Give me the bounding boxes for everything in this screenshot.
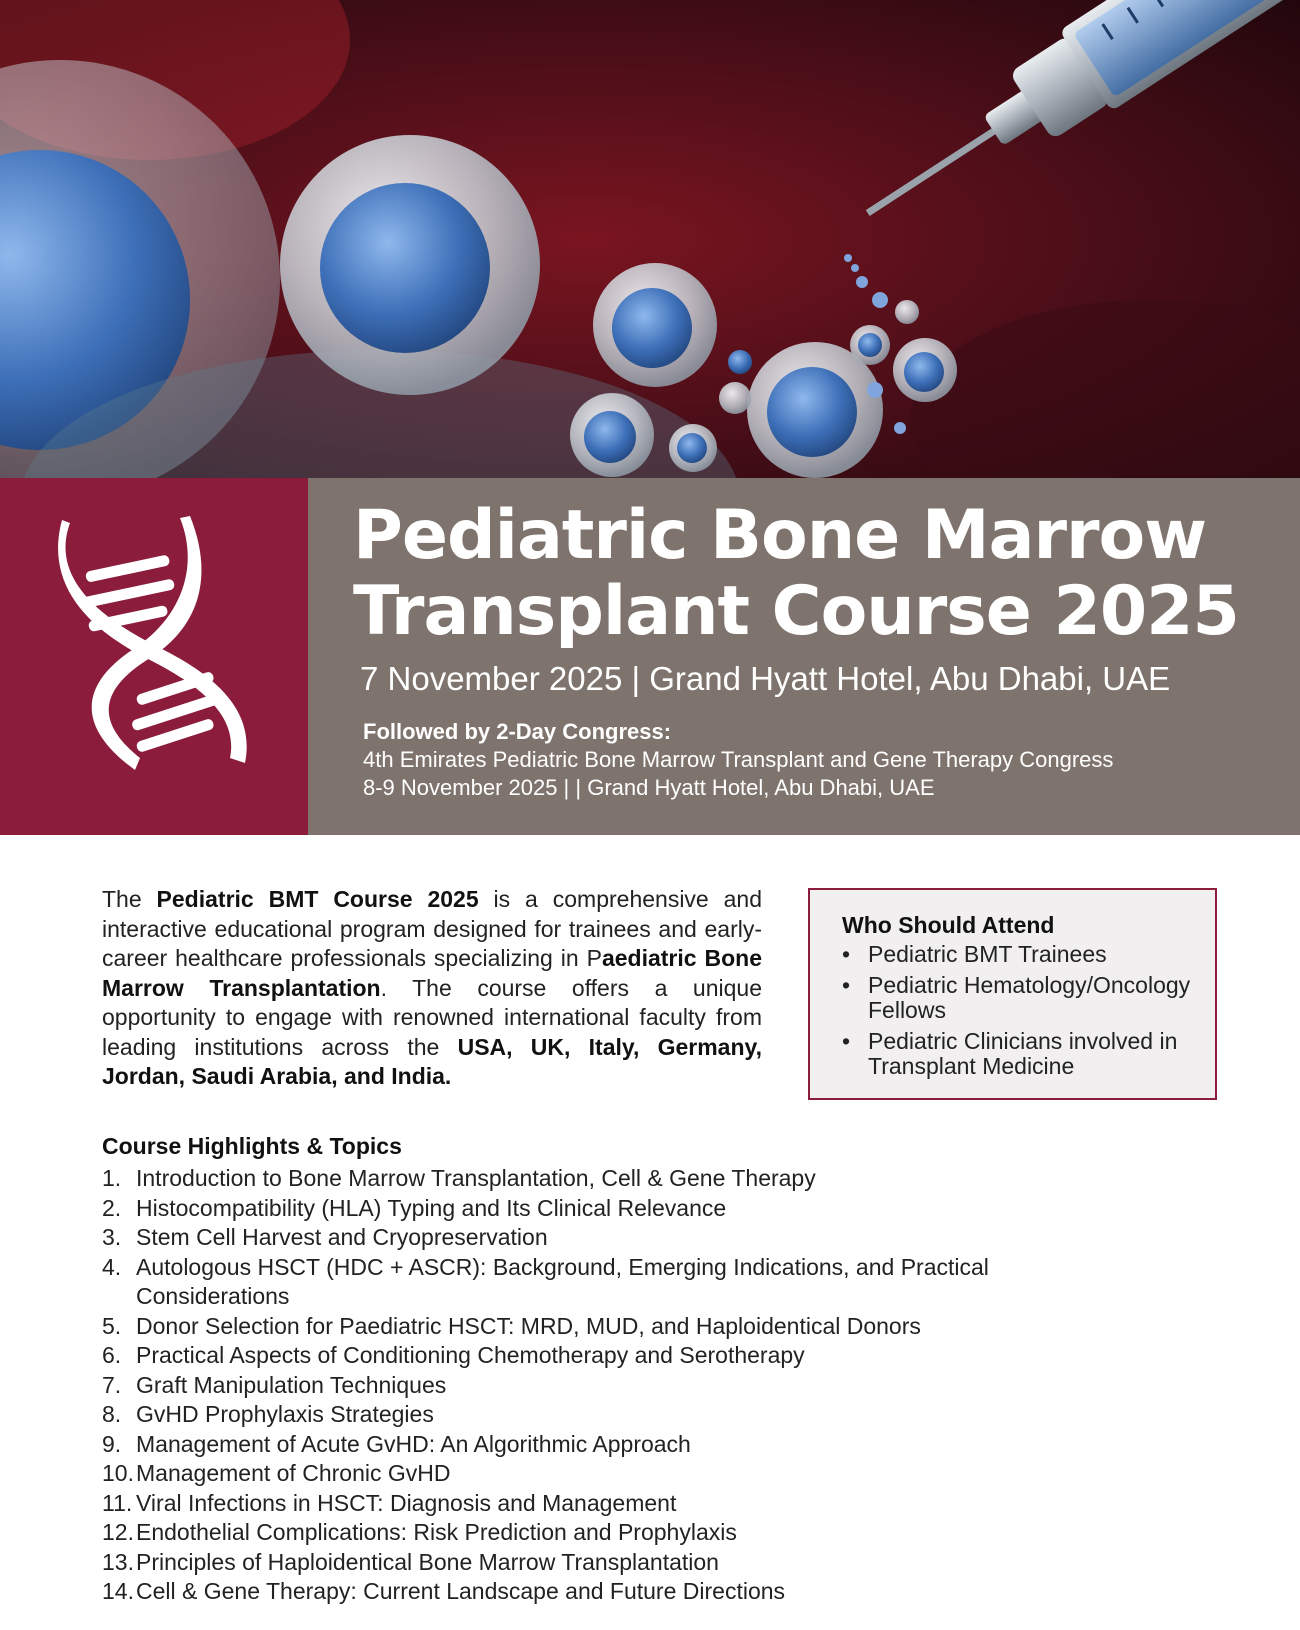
topic-item	[102, 1518, 1022, 1548]
topic-number: 11.	[102, 1489, 133, 1516]
attend-item: • Pediatric Hematology/Oncology Fellows	[840, 973, 1200, 1023]
title-line-2: Transplant Course 2025	[353, 572, 1239, 651]
topic-text: Donor Selection for Paediatric HSCT: MRD, MUD, and Haploidentical Donors	[136, 1312, 921, 1339]
topic-item	[102, 1548, 1022, 1578]
intro-text: is a comprehensive and interactive educational program designed for trainees and early-career healthcare professionals specializing in P	[102, 886, 762, 971]
title-banner	[0, 478, 1300, 835]
attend-list	[840, 942, 1200, 1085]
topic-number: 9.	[102, 1430, 122, 1457]
topic-item	[102, 1223, 1022, 1253]
topic-number: 8.	[102, 1401, 122, 1427]
title-line-1: Pediatric Bone Marrow	[353, 496, 1207, 575]
intro-course-name: Pediatric BMT Course 2025	[156, 886, 479, 912]
attend-item: • Pediatric BMT Trainees	[840, 942, 1200, 967]
topic-number: 10.	[102, 1460, 134, 1486]
topic-text: Practical Aspects of Conditioning Chemotherapy and Serotherapy	[136, 1342, 805, 1368]
topic-number: 1.	[102, 1165, 122, 1191]
page-title	[353, 498, 1283, 650]
topic-number: 14.	[102, 1578, 134, 1604]
topic-item	[102, 1459, 1022, 1489]
intro-specialty: aediatric Bone Marrow Transplantation	[102, 945, 762, 1001]
topic-text: Autologous HSCT (HDC + ASCR): Background, Emerging Indications, and Practical Considerations	[136, 1253, 989, 1309]
congress-name: 4th Emirates Pediatric Bone Marrow Transplant and Gene Therapy Congress	[363, 747, 1114, 772]
title-panel	[308, 478, 1300, 835]
event-date-venue: 7 November 2025 | Grand Hyatt Hotel, Abu Dhabi, UAE	[360, 660, 1171, 697]
topic-item	[102, 1430, 1022, 1460]
congress-info	[363, 718, 1113, 802]
topics-list	[102, 1164, 1022, 1607]
topic-text: Histocompatibility (HLA) Typing and Its Clinical Relevance	[136, 1194, 727, 1221]
topic-text: Viral Infections in HSCT: Diagnosis and Management	[136, 1489, 677, 1516]
topic-item	[102, 1400, 1022, 1430]
topic-number: 13.	[102, 1548, 134, 1575]
topic-text: Graft Manipulation Techniques	[136, 1371, 447, 1398]
followed-label: Followed by 2-Day Congress:	[363, 719, 672, 744]
topic-text: GvHD Prophylaxis Strategies	[136, 1401, 434, 1427]
topic-item	[102, 1371, 1022, 1401]
topic-text: Cell & Gene Therapy: Current Landscape and Future Directions	[136, 1578, 786, 1604]
cells-syringe-illustration	[0, 0, 1300, 478]
intro-text: . The course offers a unique opportunity to engage with renowned international faculty from leading institutions across the	[102, 974, 762, 1060]
topic-item	[102, 1194, 1022, 1224]
topic-number: 7.	[102, 1371, 122, 1398]
topic-item	[102, 1312, 1022, 1342]
logo-panel	[0, 478, 308, 835]
topic-item	[102, 1253, 1022, 1312]
dna-helix-icon	[40, 508, 270, 788]
topic-number: 6.	[102, 1342, 122, 1368]
topic-text: Principles of Haploidentical Bone Marrow Transplantation	[136, 1548, 719, 1575]
topic-text: Management of Acute GvHD: An Algorithmic Approach	[136, 1430, 691, 1457]
topic-text: Endothelial Complications: Risk Prediction and Prophylaxis	[136, 1519, 737, 1545]
topic-item	[102, 1489, 1022, 1519]
topic-number: 5.	[102, 1312, 122, 1339]
topic-text: Stem Cell Harvest and Cryopreservation	[136, 1224, 548, 1250]
congress-dates: 8-9 November 2025 | | Grand Hyatt Hotel, Abu Dhabi, UAE	[363, 775, 935, 800]
topic-number: 2.	[102, 1194, 122, 1221]
topics-title: Course Highlights & Topics	[102, 1133, 402, 1159]
intro-paragraph	[102, 885, 762, 1092]
intro-countries: USA, UK, Italy, Germany, Jordan, Saudi Arabia, and India.	[102, 1033, 762, 1089]
topic-number: 12.	[102, 1519, 134, 1545]
who-should-attend-box	[808, 888, 1217, 1100]
topic-item	[102, 1341, 1022, 1371]
intro-text: The	[102, 886, 157, 912]
topic-text: Introduction to Bone Marrow Transplantation, Cell & Gene Therapy	[136, 1165, 816, 1191]
attend-title: Who Should Attend	[842, 912, 1055, 938]
topic-item	[102, 1164, 1022, 1194]
hero-image	[0, 0, 1300, 478]
topic-number: 3.	[102, 1224, 122, 1250]
topic-item	[102, 1577, 1022, 1607]
attend-item: • Pediatric Clinicians involved in Transplant Medicine	[840, 1029, 1200, 1079]
topic-number: 4.	[102, 1253, 122, 1280]
topic-text: Management of Chronic GvHD	[136, 1460, 451, 1486]
